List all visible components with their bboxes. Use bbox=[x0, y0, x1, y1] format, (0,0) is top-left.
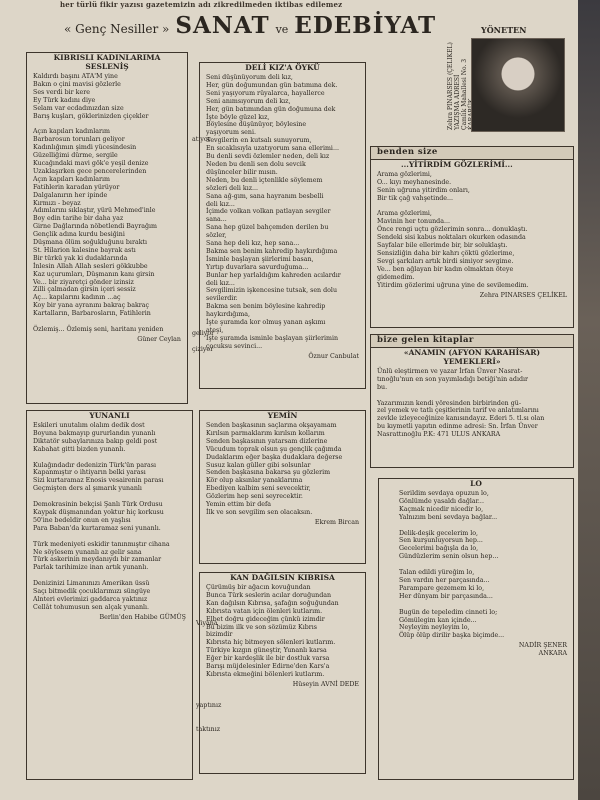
masthead-subtitle: « Genç Nesiller » bbox=[64, 22, 170, 36]
yunanli-line: Para Baban'da kurtaramaz seni yunanlı. bbox=[33, 524, 161, 532]
yemin-line: Yemin ettim bir defa bbox=[206, 501, 272, 509]
yemin-line: Senden başkasının saçlarına okşayamam bbox=[206, 422, 337, 429]
kibrisli-line: Kadınlığımın şimdi yücesindesin bbox=[33, 144, 137, 152]
deli-kiz-article bbox=[199, 62, 366, 389]
deli-kiz-line: Sana hep güzel bahçemden derilen bu bbox=[206, 224, 329, 232]
kibrisli-line: Barış kuşları, göklerinizden çiçekler bbox=[33, 112, 149, 120]
kibrisli-line: Gençlik adına kurdu besiğini bbox=[33, 231, 125, 239]
top-notice: her türlü fikir yazısı gazetemizin adı zikredilmeden iktibas edilemez bbox=[60, 0, 343, 9]
lo-title: LO bbox=[470, 479, 482, 488]
yunanli-line bbox=[33, 454, 186, 462]
yunanli-margin-3: taktınız bbox=[196, 726, 221, 733]
lo-lines bbox=[379, 488, 573, 642]
kibrisli-line: Uzaklaşırken gece pencerelerinden bbox=[33, 167, 147, 175]
kibrisli-line: Kırmızı - beyaz bbox=[33, 199, 81, 207]
kibrisli-margin-2: geliyor bbox=[192, 330, 215, 337]
kan-article bbox=[199, 572, 366, 774]
deli-kiz-lines bbox=[200, 72, 365, 353]
lo-poem bbox=[378, 478, 574, 780]
yunanli-article bbox=[26, 410, 193, 780]
masthead-word-1: SANAT bbox=[175, 12, 270, 39]
kan-line: Kıbrısta ekmeğini bölenleri kutlarım. bbox=[206, 670, 325, 678]
deli-kiz-line: sözler, bbox=[206, 232, 227, 240]
lo-line: Gönlümde yasaldı dağlar... bbox=[399, 497, 484, 505]
yemin-lines bbox=[200, 420, 365, 519]
kibrisli-line: Adımlarını sıklaştır, yürü Mehmed'inle bbox=[33, 207, 156, 215]
yunanli-line: Türk askerinin meydanıydı bir zamanlar bbox=[33, 556, 162, 564]
lo-line: Gömülegim kan içinde... bbox=[399, 616, 477, 624]
yunanli-line: Saçı bitmedik çocuklarımızı süngüye bbox=[33, 588, 151, 596]
benden-size-line: Mavinin her tonunda... bbox=[377, 218, 450, 226]
lo-line bbox=[399, 522, 567, 530]
deli-kiz-line: sözleri deli kız... bbox=[206, 184, 259, 192]
yunanli-line: Alnteri evlerimizi gaddarca yaktınız bbox=[33, 595, 148, 603]
deli-kiz-line: Sana hep deli kız, hep sana... bbox=[206, 240, 300, 248]
kibrisli-line: Dalgalanırın her ipinde bbox=[33, 191, 108, 199]
kan-line: Kan dağılsın Kıbrısa, şafağın soğuğundan bbox=[206, 599, 339, 607]
deli-kiz-line: İşte şuramda kor olmuş yanan aşkımı bbox=[206, 319, 326, 327]
deli-kiz-line: Her, gün batımından gün doğumuna dek bbox=[206, 105, 336, 113]
yunanli-line bbox=[33, 493, 186, 501]
yunanli-margin-2: yaptınız bbox=[196, 702, 222, 709]
deli-kiz-line: Seni düşünüyorum deli kız, bbox=[206, 74, 293, 81]
editor-address-1: YAZIŞMA ADRESİ bbox=[454, 74, 461, 130]
kibrisli-signature: Güner Ceylan bbox=[137, 335, 181, 343]
deli-kiz-line: Bakma sen benim kahredip haykırdığıma bbox=[206, 247, 338, 255]
lo-line: Parampare gezemem ki lo, bbox=[399, 584, 485, 592]
kibrisli-line: Aç... kapılarını kadının ...aç bbox=[33, 294, 121, 302]
deli-kiz-line: sevilerdir. bbox=[206, 295, 238, 303]
yemin-line: Kırılsın parmaklarım kırılsın kollarım bbox=[206, 429, 325, 437]
benden-size-section bbox=[370, 146, 574, 328]
kibrisli-line: Özlemiş... Özlemiş seni, haritanı yeniden bbox=[33, 326, 164, 333]
benden-size-line: gidemedim. bbox=[377, 273, 415, 281]
deli-kiz-line: İsminle başlayan şiirlerimi basan, bbox=[206, 255, 314, 263]
yemin-line: Senden başkasının yatarsam dizlerine bbox=[206, 437, 328, 445]
deli-kiz-line: İşte böyle güzel kız, bbox=[206, 113, 270, 121]
deli-kiz-line: Bu denli sevdi özlemler neden, deli kız bbox=[206, 153, 330, 161]
deli-kiz-line: Sevgilimizin işkencesine tutsak, sen dolu bbox=[206, 287, 337, 295]
kibrisli-line: Barbarosun torunları geliyor bbox=[33, 136, 125, 144]
benden-size-line: Önce rengi uçtu gözlerimin sonra... donuklaştı. bbox=[377, 226, 528, 234]
kibrisli-article bbox=[26, 52, 188, 404]
deli-kiz-line: Sevgilerin en kutsalı sunuyorum, bbox=[206, 137, 312, 145]
background-edge bbox=[578, 0, 600, 800]
kibrisli-line: Kaz uçurumları, Düşmanın kanı girsin bbox=[33, 270, 155, 278]
editor-portrait-photo bbox=[471, 38, 565, 132]
lo-line: Her dünyam bir parçasında... bbox=[399, 592, 493, 600]
yunanli-margin-1: Viyana bbox=[196, 620, 218, 627]
yunanli-line: Denizinizi Limanınızı Amerikan üssü bbox=[33, 580, 150, 588]
kibrisli-line: Bir türkü yak ki dudaklarında bbox=[33, 254, 128, 262]
kibrisli-line: Koy bir yana ayranını bakraç bakraç bbox=[33, 302, 150, 310]
kibrisli-line: Fatihlerin karadan yürüyor bbox=[33, 183, 120, 191]
deli-kiz-line: deli kız... bbox=[206, 200, 235, 208]
bize-gelen-line: Nasrattınoğlu P.K: 471 ULUS ANKARA bbox=[377, 431, 501, 439]
deli-kiz-line: çocuksu sevinci... bbox=[206, 342, 263, 350]
yemin-line: Dudaklarım eğer başka dudaklara değerse bbox=[206, 453, 343, 461]
deli-kiz-line: Bakma sen benim böylesine kahredip bbox=[206, 303, 326, 311]
kan-line: Bunca Türk seslerin acılar doruğundan bbox=[206, 591, 332, 599]
kibrisli-lines bbox=[27, 71, 187, 336]
kibrisli-title-1: KIBRISLI KADINLARIMA bbox=[53, 53, 161, 62]
kan-title: KAN DAĞILSIN KIBRISA bbox=[230, 573, 335, 582]
editor-address-2: Çamlık Mahallesi No. 3 bbox=[461, 58, 468, 130]
editor-heading: YÖNETEN bbox=[481, 25, 527, 35]
yunanli-line: Parlak tarihimize inan artık yunanlı. bbox=[33, 564, 149, 572]
yemin-line: Susuz kalan güller gibi solsunlar bbox=[206, 461, 311, 469]
deli-kiz-line: İşte şuramda isminle başlayan şiirlerimin bbox=[206, 334, 339, 342]
yunanli-line bbox=[33, 533, 186, 541]
deli-kiz-line: Neden, bu denli içtenlikle söylemem bbox=[206, 176, 323, 184]
bize-gelen-line bbox=[377, 392, 567, 400]
kibrisli-line: Kartalların, Barbarosların, Fatihlerin bbox=[33, 310, 151, 318]
benden-size-line: Senin uğruna yitirdim onları, bbox=[377, 186, 470, 194]
benden-size-lines bbox=[371, 169, 573, 292]
benden-size-title: ...YİTİRDİM GÖZLERİMİ... bbox=[401, 159, 513, 169]
yunanli-line: Geçmişten ders al şımarık yunanlı bbox=[33, 485, 142, 493]
lo-line: Ölüp ölüp dirilir başka biçimde... bbox=[399, 632, 505, 640]
lo-line: Gecelerimi bağışla da lo, bbox=[399, 545, 479, 553]
yemin-line: Senden başkasına bakarsa şu gözlerim bbox=[206, 469, 331, 477]
kibrisli-line: Açın kapıları kadınlarım bbox=[33, 175, 110, 183]
editor-name: Zehra PINARSES (ÇELİKEL) bbox=[447, 42, 454, 130]
kibrisli-line: İnlesin Allah Allah sesleri gökkubbe bbox=[33, 262, 148, 270]
kibrisli-line: Boy edin tarihe bir daha yaz bbox=[33, 215, 124, 223]
yunanli-lines bbox=[27, 420, 192, 614]
masthead bbox=[64, 12, 444, 48]
yemin-article bbox=[199, 410, 366, 564]
kibrisli-line: Ve... bir ziyaretçi gönder izinsiz bbox=[33, 278, 134, 286]
kibrisli-line: Zilli çalmadan girsin içeri sessiz bbox=[33, 286, 136, 294]
bize-gelen-line: bu. bbox=[377, 383, 388, 391]
kibrisli-margin-1: atıyor bbox=[192, 136, 211, 143]
kibrisli-line: Düşmana ölüm soğukluğunu bıraktı bbox=[33, 239, 148, 247]
deli-kiz-line: sana... bbox=[206, 216, 227, 224]
lo-line: Talan edildi yüreğim lo, bbox=[399, 569, 475, 577]
lo-line: Delik-deşik gecelerim lo, bbox=[399, 529, 479, 537]
kibrisli-line: Bakın o çini mavisi gözlerle bbox=[33, 80, 121, 88]
lo-line bbox=[399, 601, 567, 609]
bize-gelen-title-1: «ANAMIN (AFYON KARAHİSAR) bbox=[403, 347, 541, 357]
kibrisli-line: Ey Türk kadını diye bbox=[33, 96, 96, 104]
lo-line: Yalnızım beni sevdaya bağlar... bbox=[399, 513, 498, 521]
kibrisli-line bbox=[33, 318, 181, 326]
yunanli-line: Kapanmıştır o ihtiyarın belki yarası bbox=[33, 469, 146, 477]
lo-line: Gündüzlerim senin olsun hep... bbox=[399, 553, 499, 561]
benden-size-signature: Zehra PINARSES ÇELİKEL bbox=[479, 291, 567, 299]
deli-kiz-line: Her, gün doğumundan gün batımına dek. bbox=[206, 81, 338, 89]
kibrisli-line: Selam var ecdadınızdan size bbox=[33, 104, 124, 112]
yemin-line: Gözlerim hep seni seyrecektir. bbox=[206, 493, 303, 501]
yemin-signature: Ekrem Bircan bbox=[314, 518, 359, 526]
deli-kiz-line: Bunlar hep yarlaldığım kahreden acılardır bbox=[206, 271, 341, 279]
yunanli-line: Kulağındadır dedenizin Türk'ün parası bbox=[33, 461, 157, 469]
bize-gelen-header: bize gelen kitaplar bbox=[371, 335, 573, 348]
yunanli-line: Diktatör subaylarınıza bakıp geldi post bbox=[33, 437, 158, 445]
bize-gelen-title-2: YEMEKLERİ» bbox=[443, 356, 501, 366]
bize-gelen-section bbox=[370, 334, 574, 468]
benden-size-line: O... kıyı meyhanesinde. bbox=[377, 178, 452, 186]
kibrisli-line: Kucağındaki mavi gök'e yeşil denize bbox=[33, 159, 149, 167]
deli-kiz-line: Böylesine düşünüyor, böylesine bbox=[206, 121, 307, 129]
masthead-connector: ve bbox=[275, 23, 289, 36]
kan-line: Elbet doğru gideceğim çünkü izimdir bbox=[206, 615, 325, 623]
kan-lines bbox=[200, 582, 365, 681]
kibrisli-margin-3: çiziyor bbox=[192, 346, 214, 353]
benden-size-line: Ve... ben ağlayan bir kadın olmaktan öteye bbox=[377, 265, 514, 273]
kan-line: Barışı müjdelesinler Edirne'den Kars'a bbox=[206, 663, 330, 671]
benden-size-line bbox=[377, 203, 567, 211]
lo-place: ANKARA bbox=[538, 650, 567, 658]
yunanli-line: Kaypak düşmanından yoktur hiç korkusu bbox=[33, 508, 164, 516]
benden-size-line: Bir tik çağ vahşetinde... bbox=[377, 194, 454, 202]
lo-line: Neyleyim neyleyim lo, bbox=[399, 624, 470, 632]
deli-kiz-line: En sıcaklısıyla uzatıyorum sana ellerimi... bbox=[206, 145, 339, 153]
kan-line: Eğer bir kardeşlik ile bir dostluk varsa bbox=[206, 655, 330, 663]
deli-kiz-line: ateşi, bbox=[206, 327, 224, 334]
deli-kiz-line: yaşıyorum seni. bbox=[206, 129, 256, 137]
kibrisli-title-2: SESLENİŞ bbox=[85, 62, 129, 71]
bize-gelen-line: zel yemek ve tatlı çeşitlerinin tarif ve anlatımlarını bbox=[377, 407, 539, 415]
lo-line: Bugün de tepeledim cinneti lo; bbox=[399, 608, 498, 616]
kan-signature: Hüseyin AVNİ DEDE bbox=[292, 680, 359, 688]
yunanli-line: Cellât tohumusun sen alçak yunanlı. bbox=[33, 603, 150, 611]
benden-size-line: Sensizliğin daha bir kahrı çöktü gözlerime, bbox=[377, 249, 515, 257]
deli-kiz-line: deli kız... bbox=[206, 279, 235, 287]
kibrisli-line: Açın kapıları kadınlarım bbox=[33, 128, 110, 136]
kan-line: Çürümüş bir ağacın kovuğundan bbox=[206, 584, 311, 591]
deli-kiz-line: haykırdığıma, bbox=[206, 311, 251, 319]
bize-gelen-line: tınoğlu'nun en son yayımladığı betiği'nin adıdır bbox=[377, 375, 529, 383]
deli-kiz-line: düşünceler bilir mısın. bbox=[206, 168, 278, 176]
bize-gelen-line: Ünlü eleştirmen ve yazar İrfan Ünver Nasrat- bbox=[377, 367, 523, 375]
kan-line: bizimdir bbox=[206, 631, 233, 639]
yunanli-line: Ne söylesem yunanlı az gelir sana bbox=[33, 548, 142, 556]
yunanli-line: Kabahat gitti bizden yunanlı. bbox=[33, 445, 126, 453]
benden-size-line: Sendeki sisi kabus noktaları okurken odasında bbox=[377, 234, 526, 242]
bize-gelen-line: Yazarımızın kendi yöresinden birbirinden gü- bbox=[377, 399, 521, 407]
benden-size-line: Sayfalar bile ellerimde bir, bir soluklaştı. bbox=[377, 242, 508, 250]
kibrisli-line: Ses verdi bir kere bbox=[33, 88, 90, 96]
yunanli-line: Sizi kurtaramaz Enosis vesairenin parası bbox=[33, 477, 164, 485]
deli-kiz-line: Seni yaşıyorum rüyalarca, hayallerce bbox=[206, 89, 325, 97]
kan-line: Kıbrısta vatan için ölenleri kutlarım. bbox=[206, 607, 323, 615]
lo-line: Kaçmak nicedir nicedir lo, bbox=[399, 505, 484, 513]
kan-line: Türkiye kızgın güneştir, Yunanlı karsa bbox=[206, 647, 327, 655]
yunanli-line bbox=[33, 572, 186, 580]
kan-line: Kıbrısta hiç bitmeyen sölenleri kutlarım. bbox=[206, 639, 336, 647]
deli-kiz-line: Neden bu denli sen dolu sevcik bbox=[206, 160, 306, 168]
deli-kiz-line: Yırtıp duvarlara savurduğuma... bbox=[206, 263, 309, 271]
yunanli-line: Boyuna bakmayıp gururlandın yunanlı bbox=[33, 429, 156, 437]
kibrisli-line: Güzelliğimi dürme, sergile bbox=[33, 152, 118, 160]
kibrisli-line bbox=[33, 120, 181, 128]
bize-gelen-lines bbox=[371, 366, 573, 441]
yunanli-title: YUNANLI bbox=[89, 411, 130, 420]
lo-signature: NADİR ŞENER bbox=[518, 642, 567, 650]
yunanli-line: 50'ine bedeldir onun en yaşlısı bbox=[33, 516, 131, 524]
deli-kiz-title: DELİ KIZ'A ÖYKÜ bbox=[245, 63, 320, 72]
yemin-line: Vücudum toprak olsun şu gençlik çağımda bbox=[206, 445, 342, 453]
yemin-line: Ebediyen kalbim seni sevecektir, bbox=[206, 485, 311, 493]
lo-line: Serildim sevdaya opuzun lo, bbox=[399, 490, 489, 497]
yunanli-place: Berlin'den bbox=[99, 613, 133, 621]
deli-kiz-signature: Öznur Canbulat bbox=[308, 352, 359, 360]
yemin-line: Kör olup aksınlar yanaklarıma bbox=[206, 477, 303, 485]
bize-gelen-line: zevkle izleyeceğinize kanısındayız. Ederi 5. tl.sı olan bbox=[377, 415, 545, 423]
lo-line bbox=[399, 561, 567, 569]
benden-size-line: Arama gözlerimi, bbox=[377, 210, 432, 218]
yunanli-line: Eskileri unutalım olalım dedik dost bbox=[33, 422, 145, 429]
deli-kiz-line: İçimde volkan volkan patlayan sevgiler bbox=[206, 208, 331, 216]
benden-size-line: Sevgi şarkıları artık birdi simiyor sevgime. bbox=[377, 257, 514, 265]
deli-kiz-line: Sana ağ-gım, sana hayranım besbelli bbox=[206, 192, 324, 200]
yunanli-signature: Habibe GÜMÜŞ bbox=[134, 613, 186, 621]
yunanli-line: Demokrasinin bekçisi Şanlı Türk Ordusu bbox=[33, 501, 163, 509]
bize-gelen-line: bu kıymetli yapıtın edinme adresi: Sn. İrfan Ünver bbox=[377, 423, 538, 431]
benden-size-line: Yitirdim gözlerimi uğruna yine de sevilemedim. bbox=[377, 281, 529, 289]
yemin-title: YEMİN bbox=[267, 411, 298, 420]
yunanli-line: Türk medeniyeti eskidir tanınmıştır cihana bbox=[33, 540, 170, 548]
lo-line: Sen kurşunluyorsun hep... bbox=[399, 537, 483, 545]
kibrisli-line: Kaldırdı başını ATA'M yine bbox=[33, 73, 118, 80]
editor-details bbox=[447, 38, 469, 130]
kibrisli-line: St. Hilarion kalesine bayrak astı bbox=[33, 246, 136, 254]
benden-size-header: benden size bbox=[371, 147, 573, 160]
benden-size-line: Arama gözlerimi, bbox=[377, 170, 432, 178]
kibrisli-line: Girne Dağlarında nöbetlendi Bayrağım bbox=[33, 223, 158, 231]
masthead-word-2: EDEBİYAT bbox=[294, 12, 437, 39]
lo-line: Sen vardın her parçasında... bbox=[399, 576, 490, 584]
editor-box bbox=[443, 22, 573, 134]
yemin-line: İlk ve son sevgilim sen olacaksın. bbox=[206, 508, 313, 516]
deli-kiz-line: Seni anımsıyorum deli kız, bbox=[206, 97, 291, 105]
kan-line: Bu bizim ilk ve son sözümüz Kıbrıs bbox=[206, 623, 317, 631]
